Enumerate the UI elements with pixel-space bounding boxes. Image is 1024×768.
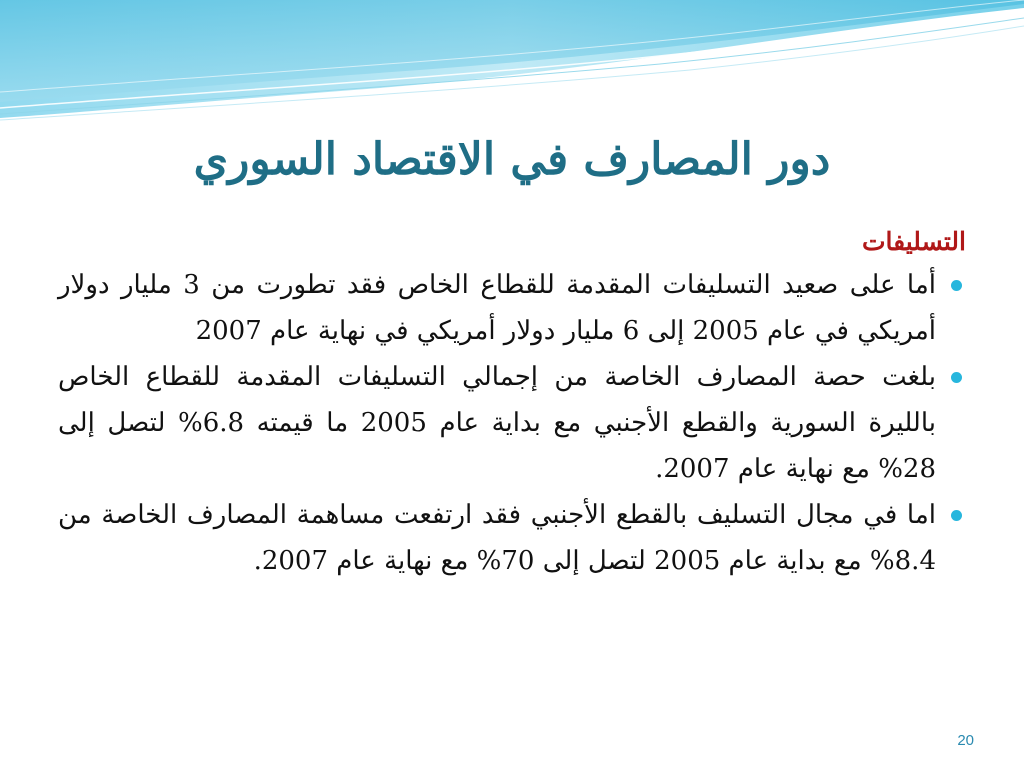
page-number: 20 bbox=[957, 732, 974, 749]
section-heading: التسليفات bbox=[861, 227, 966, 256]
bullet-list bbox=[58, 262, 966, 584]
bullet-dot-icon bbox=[951, 510, 962, 521]
header-wave-decoration bbox=[0, 0, 1024, 130]
slide-content bbox=[58, 222, 966, 584]
bullet-item bbox=[58, 262, 966, 354]
bullet-dot-icon bbox=[951, 280, 962, 291]
bullet-text: اما في مجال التسليف بالقطع الأجنبي فقد ارتفعت مساهمة المصارف الخاصة من 8.4% مع بداية عام 2005 لتصل إلى 70% مع نهاية عام 2007. bbox=[58, 500, 936, 576]
bullet-dot-icon bbox=[951, 372, 962, 383]
bullet-text: أما على صعيد التسليفات المقدمة للقطاع الخاص فقد تطورت من 3 مليار دولار أمريكي في عام 2005 إلى 6 مليار دولار أمريكي في نهاية عام 2007 bbox=[58, 270, 936, 346]
bullet-item bbox=[58, 492, 966, 584]
slide-title: دور المصارف في الاقتصاد السوري bbox=[193, 134, 831, 185]
bullet-text: بلغت حصة المصارف الخاصة من إجمالي التسليفات المقدمة للقطاع الخاص بالليرة السورية والقطع الأجنبي مع بداية عام 2005 ما قيمته 6.8% لتصل إلى 28% مع نهاية عام 2007. bbox=[58, 362, 937, 484]
bullet-item bbox=[58, 354, 966, 492]
